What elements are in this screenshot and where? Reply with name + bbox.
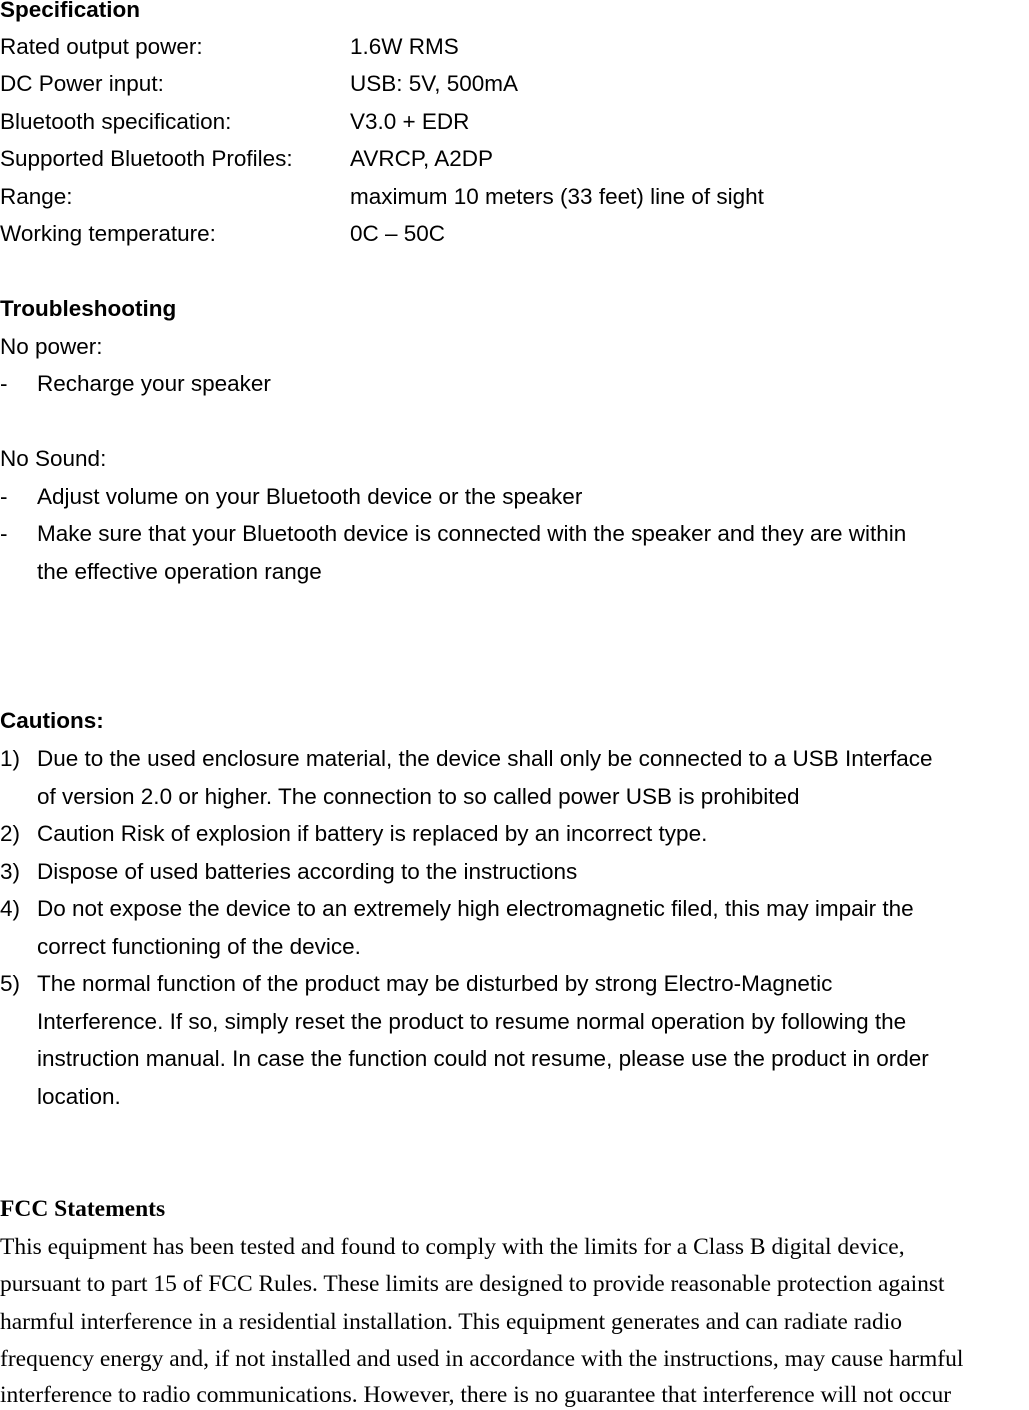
trouble-item-text: Adjust volume on your Bluetooth device or the speaker bbox=[37, 484, 583, 509]
caution-marker: 2) bbox=[0, 821, 21, 846]
caution-text: Caution Risk of explosion if battery is replaced by an incorrect type. bbox=[37, 821, 708, 846]
spec-row bbox=[0, 33, 459, 61]
fcc-line: harmful interference in a residential installation. This equipment generates and can radiate radio bbox=[0, 1309, 902, 1335]
spec-value: AVRCP, A2DP bbox=[350, 146, 493, 171]
caution-marker: 1) bbox=[0, 746, 21, 771]
fcc-heading: FCC Statements bbox=[0, 1196, 166, 1222]
dash-marker: - bbox=[0, 484, 8, 509]
spec-label: Bluetooth specification: bbox=[0, 109, 232, 134]
caution-marker: 5) bbox=[0, 971, 21, 996]
spec-value: USB: 5V, 500mA bbox=[350, 71, 519, 96]
dash-marker: - bbox=[0, 371, 8, 396]
spec-row bbox=[0, 183, 764, 211]
troubleshooting-heading: Troubleshooting bbox=[0, 296, 177, 321]
caution-marker: 4) bbox=[0, 896, 21, 921]
spec-value: 1.6W RMS bbox=[350, 34, 459, 59]
spec-value: V3.0 + EDR bbox=[350, 109, 470, 134]
trouble-item-text: Make sure that your Bluetooth device is connected with the speaker and they are within bbox=[37, 521, 907, 546]
spec-row bbox=[0, 70, 519, 98]
no-sound-title: No Sound: bbox=[0, 446, 107, 471]
spec-label: Rated output power: bbox=[0, 34, 203, 59]
cautions-heading: Cautions: bbox=[0, 708, 104, 733]
spec-row bbox=[0, 108, 470, 136]
caution-continuation: instruction manual. In case the function could not resume, please use the product in order bbox=[37, 1046, 929, 1071]
spec-label: Working temperature: bbox=[0, 221, 216, 246]
spec-value: 0C – 50C bbox=[350, 221, 446, 246]
dash-marker: - bbox=[0, 521, 8, 546]
spec-row bbox=[0, 220, 446, 248]
spec-label: Range: bbox=[0, 184, 73, 209]
spec-value: maximum 10 meters (33 feet) line of sight bbox=[350, 184, 764, 209]
spec-row bbox=[0, 145, 493, 173]
fcc-line: frequency energy and, if not installed and used in accordance with the instructions, may cause harmful bbox=[0, 1346, 964, 1372]
caution-continuation: location. bbox=[37, 1084, 121, 1109]
caution-marker: 3) bbox=[0, 859, 21, 884]
caution-text: Dispose of used batteries according to the instructions bbox=[37, 859, 578, 884]
trouble-item-continuation: the effective operation range bbox=[37, 559, 322, 584]
fcc-line: pursuant to part 15 of FCC Rules. These limits are designed to provide reasonable protection against bbox=[0, 1271, 945, 1297]
caution-text: Do not expose the device to an extremely high electromagnetic filed, this may impair the bbox=[37, 896, 914, 921]
fcc-line: This equipment has been tested and found to comply with the limits for a Class B digital device, bbox=[0, 1234, 905, 1260]
caution-continuation: of version 2.0 or higher. The connection to so called power USB is prohibited bbox=[37, 784, 800, 809]
no-power-title: No power: bbox=[0, 334, 103, 359]
caution-text: The normal function of the product may be disturbed by strong Electro-Magnetic bbox=[37, 971, 833, 996]
fcc-line: interference to radio communications. However, there is no guarantee that interference will not occur bbox=[0, 1382, 952, 1408]
spec-label: Supported Bluetooth Profiles: bbox=[0, 146, 293, 171]
spec-label: DC Power input: bbox=[0, 71, 164, 96]
caution-text: Due to the used enclosure material, the device shall only be connected to a USB Interface bbox=[37, 746, 933, 771]
spec-heading: Specification bbox=[0, 0, 141, 22]
caution-continuation: Interference. If so, simply reset the product to resume normal operation by following the bbox=[37, 1009, 907, 1034]
caution-continuation: correct functioning of the device. bbox=[37, 934, 361, 959]
trouble-item-text: Recharge your speaker bbox=[37, 371, 271, 396]
